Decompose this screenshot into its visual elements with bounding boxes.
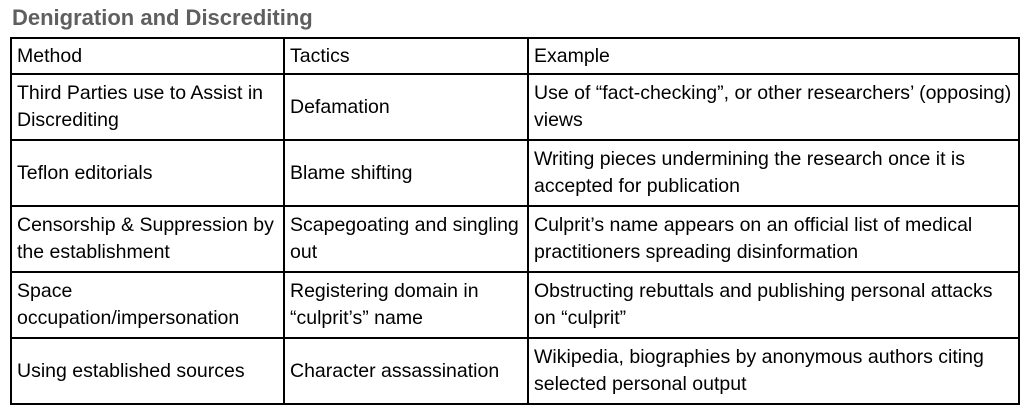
method-cell: Teflon editorials bbox=[11, 140, 284, 206]
method-cell: Censorship & Suppression by the establishment bbox=[11, 206, 284, 272]
tactics-cell: Character assassination bbox=[284, 338, 528, 404]
header-tactics: Tactics bbox=[284, 38, 528, 74]
table-row bbox=[11, 206, 1019, 272]
tactics-cell: Defamation bbox=[284, 74, 528, 140]
method-cell: Space occupation/impersonation bbox=[11, 272, 284, 338]
header-method: Method bbox=[11, 38, 284, 74]
tactics-cell: Registering domain in “culprit’s” name bbox=[284, 272, 528, 338]
tactics-cell: Scapegoating and singling out bbox=[284, 206, 528, 272]
header-example: Example bbox=[528, 38, 1019, 74]
table-row bbox=[11, 338, 1019, 404]
example-cell: Use of “fact-checking”, or other researchers’ (opposing) views bbox=[528, 74, 1019, 140]
example-cell: Wikipedia, biographies by anonymous authors citing selected personal output bbox=[528, 338, 1019, 404]
tactics-cell: Blame shifting bbox=[284, 140, 528, 206]
table-row bbox=[11, 272, 1019, 338]
denigration-table bbox=[10, 37, 1020, 405]
example-cell: Culprit’s name appears on an official list of medical practitioners spreading disinformation bbox=[528, 206, 1019, 272]
example-cell: Writing pieces undermining the research once it is accepted for publication bbox=[528, 140, 1019, 206]
table-row bbox=[11, 140, 1019, 206]
example-cell: Obstructing rebuttals and publishing personal attacks on “culprit” bbox=[528, 272, 1019, 338]
table-header-row bbox=[11, 38, 1019, 74]
method-cell: Third Parties use to Assist in Discrediting bbox=[11, 74, 284, 140]
table-row bbox=[11, 74, 1019, 140]
method-cell: Using established sources bbox=[11, 338, 284, 404]
page-title: Denigration and Discrediting bbox=[12, 5, 313, 30]
